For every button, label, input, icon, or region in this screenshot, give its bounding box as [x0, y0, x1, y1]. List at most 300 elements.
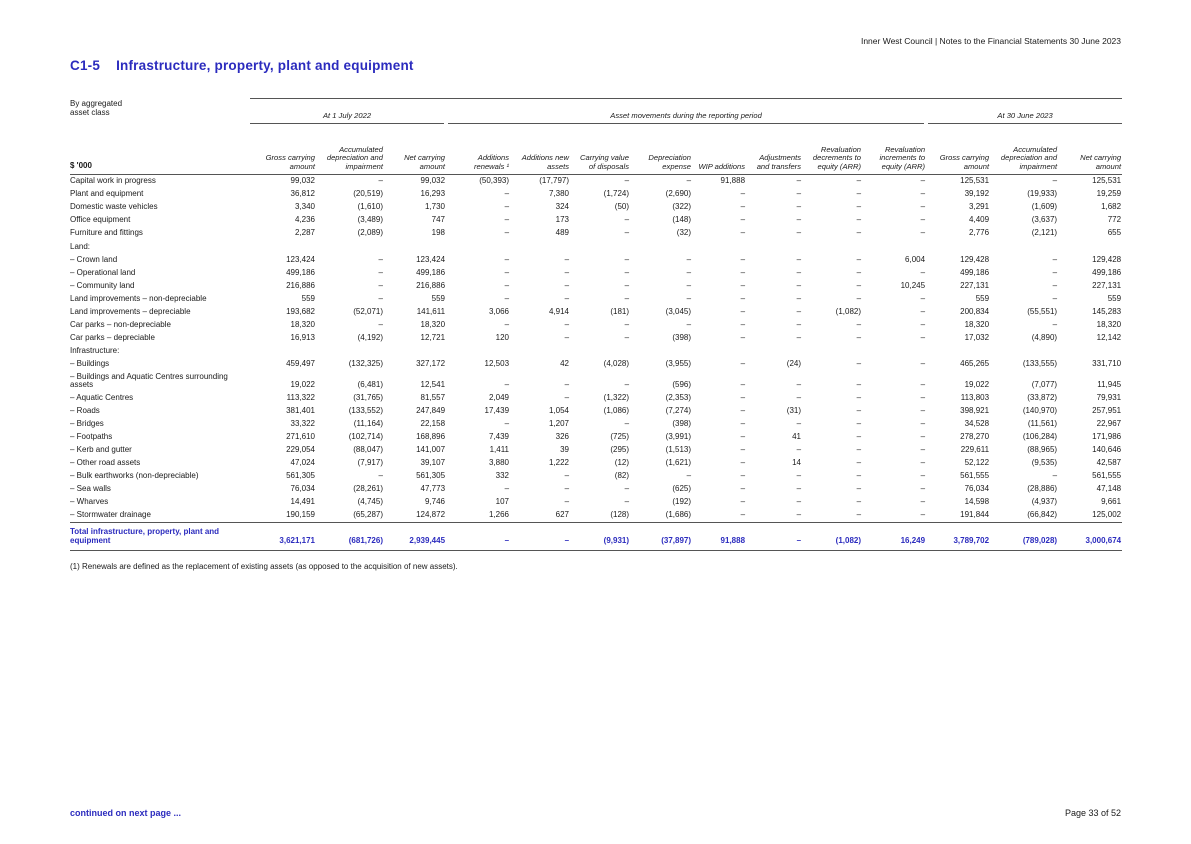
table-cell: (12) — [614, 458, 630, 468]
table-cell: – — [856, 406, 862, 416]
table-cell: – — [856, 510, 862, 520]
table-cell: (789,028) — [990, 523, 1058, 550]
table-cell: (681,726) — [316, 523, 384, 550]
table-cell: – — [796, 228, 802, 238]
table-cell: 190,159 — [286, 510, 315, 520]
table-row — [70, 444, 1122, 457]
ppe-table-container — [70, 98, 1122, 571]
table-cell: (50) — [614, 202, 630, 212]
table-cell: – — [796, 254, 802, 264]
table-cell: – — [796, 471, 802, 481]
column-header: Depreciation expense — [630, 123, 692, 174]
table-cell: 2,939,445 — [384, 523, 446, 550]
table-cell: (725) — [610, 432, 630, 442]
table-row — [70, 496, 1122, 509]
row-label: Furniture and fittings — [70, 228, 143, 238]
table-cell: 36,812 — [290, 189, 315, 199]
row-label: – Aquatic Centres — [70, 393, 134, 403]
table-cell: – — [1052, 293, 1058, 303]
table-cell: (52,071) — [353, 306, 383, 316]
table-cell: – — [624, 293, 630, 303]
table-cell: 18,320 — [1096, 319, 1122, 329]
table-cell: (2,121) — [1031, 228, 1058, 238]
table-cell — [630, 344, 692, 357]
table-cell: 34,528 — [964, 419, 990, 429]
table-cell: – — [378, 267, 383, 277]
table-cell: (65,287) — [353, 510, 383, 520]
table-cell: – — [564, 319, 570, 329]
row-label: – Sea walls — [70, 484, 111, 494]
table-cell: (1,621) — [665, 458, 692, 468]
table-cell: – — [796, 445, 802, 455]
table-cell: – — [920, 458, 926, 468]
table-cell: (398) — [672, 419, 692, 429]
table-cell: – — [740, 189, 746, 199]
row-label: – Wharves — [70, 497, 109, 507]
table-cell: 559 — [975, 293, 990, 303]
document-header: Inner West Council | Notes to the Financial Statements 30 June 2023 — [860, 36, 1121, 46]
table-cell: – — [796, 176, 802, 186]
table-cell: 1,222 — [548, 458, 570, 468]
table-cell: – — [856, 393, 862, 403]
table-cell: – — [856, 332, 862, 342]
table-cell: 113,803 — [960, 393, 990, 403]
table-cell: – — [504, 280, 510, 290]
table-cell: (106,284) — [1022, 432, 1058, 442]
table-cell: – — [856, 280, 862, 290]
table-cell: – — [740, 458, 746, 468]
table-cell: 198 — [431, 228, 446, 238]
table-cell — [446, 240, 510, 253]
table-cell: 1,207 — [548, 419, 570, 429]
table-cell: 627 — [555, 510, 570, 520]
table-cell: 3,066 — [488, 306, 510, 316]
table-cell — [250, 344, 316, 357]
row-label: – Crown land — [70, 254, 118, 264]
table-cell — [692, 344, 746, 357]
table-cell: (1,609) — [1031, 202, 1058, 212]
table-cell: – — [1052, 254, 1058, 264]
table-cell: (9,535) — [1031, 458, 1058, 468]
table-cell: 561,555 — [960, 471, 990, 481]
note-code: C1-5 — [70, 58, 101, 73]
table-cell: (1,724) — [603, 189, 630, 199]
table-cell: 216,886 — [416, 280, 446, 290]
table-cell: (7,274) — [665, 406, 692, 416]
table-cell: – — [796, 293, 802, 303]
table-cell — [316, 344, 384, 357]
table-cell: 489 — [555, 228, 570, 238]
table-cell: 191,844 — [960, 510, 990, 520]
table-cell: – — [564, 471, 570, 481]
table-cell: – — [378, 254, 383, 264]
table-cell: 559 — [301, 293, 315, 303]
table-cell: – — [740, 228, 746, 238]
table-cell: – — [856, 189, 862, 199]
table-cell: 33,322 — [290, 419, 315, 429]
table-cell: 499,186 — [960, 267, 990, 277]
table-top-rule — [250, 98, 1122, 99]
table-row — [70, 292, 1122, 305]
table-cell: – — [624, 254, 630, 264]
table-cell: – — [446, 523, 510, 550]
table-cell: – — [740, 267, 746, 277]
table-cell: 327,172 — [416, 358, 446, 368]
table-cell: 326 — [555, 432, 570, 442]
table-cell: 561,555 — [1092, 471, 1122, 481]
table-cell: (1,322) — [603, 393, 630, 403]
table-cell: 229,054 — [286, 445, 315, 455]
table-cell: (33,872) — [1027, 393, 1058, 403]
table-cell: – — [856, 358, 862, 368]
table-cell: – — [1052, 280, 1058, 290]
group-header-closing: At 30 June 2023 — [926, 99, 1122, 123]
table-cell: (2,690) — [665, 189, 692, 199]
table-row — [70, 188, 1122, 201]
table-cell — [384, 344, 446, 357]
table-cell: 1,411 — [489, 445, 510, 455]
column-header: Adjustments and transfers — [746, 123, 802, 174]
table-cell: – — [796, 202, 802, 212]
table-cell: – — [856, 254, 862, 264]
table-cell: (19,933) — [1027, 189, 1058, 199]
table-cell: (31,765) — [353, 393, 383, 403]
table-cell: – — [740, 319, 746, 329]
table-cell: – — [856, 458, 862, 468]
table-row — [70, 227, 1122, 240]
table-cell: (4,192) — [357, 332, 383, 342]
column-header: Accumulated depreciation and impairment — [990, 123, 1058, 174]
table-cell: (1,610) — [357, 202, 383, 212]
table-cell: 42 — [560, 358, 570, 368]
table-cell: – — [740, 393, 746, 403]
table-cell: – — [740, 358, 746, 368]
table-cell: – — [856, 432, 862, 442]
table-cell: – — [564, 497, 570, 507]
table-cell: – — [564, 380, 570, 390]
table-cell: 499,186 — [1092, 267, 1122, 277]
table-cell: – — [920, 293, 926, 303]
table-cell: – — [796, 393, 802, 403]
corner-header — [70, 99, 250, 175]
table-cell: (31) — [786, 406, 802, 416]
table-cell: (11,164) — [353, 419, 383, 429]
table-cell: 3,880 — [488, 458, 510, 468]
footnote: (1) Renewals are defined as the replacement of existing assets (as opposed to the acquisition of new assets). — [70, 561, 458, 571]
table-row — [70, 305, 1122, 318]
table-cell: 3,621,171 — [250, 523, 316, 550]
row-label: Car parks – depreciable — [70, 332, 155, 342]
table-cell: 9,746 — [424, 497, 446, 507]
table-cell: – — [796, 484, 802, 494]
table-cell: – — [624, 319, 630, 329]
table-row — [70, 470, 1122, 483]
table-cell: – — [920, 215, 926, 225]
table-cell: (24) — [786, 358, 802, 368]
table-cell: 398,921 — [960, 406, 990, 416]
table-row — [70, 240, 1122, 253]
table-cell: 12,541 — [420, 380, 446, 390]
table-cell: 18,320 — [420, 319, 446, 329]
table-cell: 14,491 — [290, 497, 315, 507]
table-cell: 2,776 — [969, 228, 990, 238]
table-cell: (2,353) — [665, 393, 692, 403]
table-cell: 171,986 — [1092, 432, 1122, 442]
table-cell: – — [920, 484, 926, 494]
table-cell: 2,287 — [294, 228, 315, 238]
table-cell: 331,710 — [1092, 358, 1122, 368]
table-cell: 193,682 — [286, 306, 315, 316]
table-cell: – — [740, 215, 746, 225]
table-cell: 271,610 — [286, 432, 315, 442]
table-cell — [1058, 344, 1122, 357]
table-cell: 9,661 — [1101, 497, 1122, 507]
table-cell: (4,937) — [1031, 497, 1058, 507]
table-cell: – — [856, 419, 862, 429]
table-cell: – — [564, 393, 570, 403]
table-cell: 47,773 — [420, 484, 446, 494]
table-cell: – — [378, 471, 383, 481]
table-cell: – — [624, 380, 630, 390]
table-cell: – — [504, 267, 510, 277]
table-row — [70, 201, 1122, 214]
table-cell: – — [624, 215, 630, 225]
table-cell: – — [856, 293, 862, 303]
table-cell: 499,186 — [286, 267, 315, 277]
table-cell: 47,148 — [1096, 484, 1122, 494]
table-cell: – — [740, 293, 746, 303]
table-cell: 39,192 — [964, 189, 990, 199]
table-row — [70, 405, 1122, 418]
table-cell: 42,587 — [1096, 458, 1122, 468]
table-cell: (88,965) — [1027, 445, 1058, 455]
table-cell: 17,032 — [964, 332, 990, 342]
table-cell: (1,082) — [835, 306, 862, 316]
table-cell: (32) — [676, 228, 692, 238]
table-cell: 107 — [495, 497, 510, 507]
table-cell: 247,849 — [416, 406, 446, 416]
table-row — [70, 457, 1122, 470]
table-cell: 76,034 — [964, 484, 990, 494]
column-header: WIP additions — [692, 123, 746, 174]
table-cell: (295) — [610, 445, 630, 455]
table-cell: – — [920, 358, 926, 368]
table-cell: (4,745) — [357, 497, 383, 507]
table-row — [70, 509, 1122, 523]
table-row — [70, 431, 1122, 444]
table-cell: (148) — [672, 215, 692, 225]
table-cell: – — [920, 189, 926, 199]
table-cell: – — [564, 254, 570, 264]
table-cell: – — [796, 267, 802, 277]
table-cell: – — [1052, 471, 1058, 481]
table-cell: – — [510, 523, 570, 550]
table-cell: – — [796, 280, 802, 290]
table-cell: 227,131 — [1092, 280, 1122, 290]
table-cell: 125,002 — [1092, 510, 1122, 520]
column-header: Gross carrying amount — [250, 123, 316, 174]
table-cell: – — [564, 332, 570, 342]
table-cell: 200,834 — [960, 306, 990, 316]
row-label: – Community land — [70, 280, 135, 290]
table-cell — [630, 240, 692, 253]
table-cell: 747 — [431, 215, 446, 225]
table-cell: 129,428 — [960, 254, 990, 264]
table-cell: 125,531 — [960, 176, 990, 186]
table-cell: – — [796, 215, 802, 225]
table-cell: 4,409 — [969, 215, 990, 225]
table-cell: (82) — [614, 471, 630, 481]
table-cell: 332 — [495, 471, 510, 481]
total-row — [70, 523, 1122, 550]
row-label: – Operational land — [70, 267, 136, 277]
table-cell: (625) — [672, 484, 692, 494]
row-label: Infrastructure: — [70, 345, 120, 355]
table-cell: 125,531 — [1092, 176, 1122, 186]
table-cell: – — [796, 510, 802, 520]
table-cell: – — [564, 280, 570, 290]
row-label: – Bridges — [70, 419, 104, 429]
table-cell: – — [856, 497, 862, 507]
table-cell — [862, 240, 926, 253]
column-header: Gross carrying amount — [926, 123, 990, 174]
table-cell — [746, 240, 802, 253]
table-cell: 123,424 — [416, 254, 446, 264]
table-cell: 145,283 — [1092, 306, 1122, 316]
table-cell: (3,955) — [665, 358, 692, 368]
table-row — [70, 483, 1122, 496]
table-cell: – — [796, 319, 802, 329]
table-cell: 140,646 — [1092, 445, 1122, 455]
table-cell: (17,797) — [539, 176, 570, 186]
group-header-movements: Asset movements during the reporting period — [446, 99, 926, 123]
table-cell: 18,320 — [290, 319, 315, 329]
table-cell: 257,951 — [1092, 406, 1122, 416]
table-cell: 324 — [555, 202, 570, 212]
table-cell: 120 — [495, 332, 510, 342]
table-row — [70, 214, 1122, 227]
table-cell: 216,886 — [286, 280, 315, 290]
row-label: Land improvements – non-depreciable — [70, 293, 207, 303]
row-label: – Other road assets — [70, 458, 141, 468]
table-cell: – — [564, 293, 570, 303]
table-cell: 12,503 — [484, 358, 510, 368]
page-number: Page 33 of 52 — [1064, 808, 1121, 818]
table-cell: – — [796, 332, 802, 342]
table-cell: – — [740, 406, 746, 416]
table-cell: (7,077) — [1031, 380, 1058, 390]
table-cell: (133,552) — [348, 406, 383, 416]
table-cell: – — [856, 445, 862, 455]
group-header-row — [70, 99, 1122, 123]
table-cell: – — [796, 306, 802, 316]
table-cell: (6,481) — [357, 380, 383, 390]
table-cell: (20,519) — [353, 189, 383, 199]
table-cell: – — [686, 254, 692, 264]
table-cell: – — [856, 267, 862, 277]
table-cell: – — [740, 432, 746, 442]
table-cell: – — [796, 380, 802, 390]
table-cell: 76,034 — [290, 484, 315, 494]
table-cell: 4,914 — [548, 306, 570, 316]
table-cell: – — [856, 228, 862, 238]
table-cell: – — [740, 484, 746, 494]
table-cell — [570, 240, 630, 253]
table-cell: (192) — [672, 497, 692, 507]
table-cell: (11,561) — [1027, 419, 1058, 429]
table-cell: (140,970) — [1022, 406, 1058, 416]
group-header-opening: At 1 July 2022 — [250, 99, 446, 123]
continued-note: continued on next page ... — [70, 808, 182, 818]
column-header: Net carrying amount — [1058, 123, 1122, 174]
table-cell: – — [504, 254, 510, 264]
table-cell: – — [740, 445, 746, 455]
table-cell: 2,049 — [488, 393, 510, 403]
table-cell: – — [378, 176, 383, 186]
table-cell: 14,598 — [964, 497, 990, 507]
table-cell: – — [624, 280, 630, 290]
table-cell: – — [856, 471, 862, 481]
table-cell: 559 — [431, 293, 446, 303]
table-cell: 123,424 — [286, 254, 315, 264]
table-cell: – — [504, 293, 510, 303]
table-cell: – — [504, 202, 510, 212]
table-cell: – — [624, 484, 630, 494]
table-cell: – — [686, 267, 692, 277]
table-cell: – — [378, 319, 383, 329]
table-cell: 381,401 — [286, 406, 315, 416]
table-cell: – — [920, 306, 926, 316]
table-cell: 47,024 — [290, 458, 315, 468]
column-header: Accumulated depreciation and impairment — [316, 123, 384, 174]
table-cell: – — [856, 215, 862, 225]
table-cell: 91,888 — [692, 523, 746, 550]
table-row — [70, 331, 1122, 344]
table-cell: – — [686, 293, 692, 303]
table-cell: – — [740, 510, 746, 520]
by-aggregated-label: By aggregated asset class — [70, 99, 123, 118]
table-cell: 141,007 — [416, 445, 446, 455]
table-cell: 561,305 — [416, 471, 446, 481]
row-label: – Buildings — [70, 358, 110, 368]
table-cell: – — [740, 202, 746, 212]
table-cell: 113,322 — [286, 393, 315, 403]
table-cell: (1,086) — [603, 406, 630, 416]
row-label: Land improvements – depreciable — [70, 306, 191, 316]
table-cell: (133,555) — [1022, 358, 1058, 368]
row-label: Plant and equipment — [70, 189, 144, 199]
table-cell: 11,945 — [1097, 380, 1122, 390]
table-cell: – — [624, 497, 630, 507]
table-cell: (28,261) — [353, 484, 383, 494]
table-cell: 22,967 — [1096, 419, 1122, 429]
table-cell: – — [624, 419, 630, 429]
table-row — [70, 318, 1122, 331]
table-cell: – — [920, 176, 926, 186]
table-cell: (3,489) — [357, 215, 383, 225]
table-cell: (88,047) — [353, 445, 383, 455]
table-row — [70, 358, 1122, 371]
table-cell: – — [686, 176, 692, 186]
table-cell: – — [920, 445, 926, 455]
table-cell: – — [796, 497, 802, 507]
table-cell: – — [796, 189, 802, 199]
table-cell: – — [504, 319, 510, 329]
table-cell: 99,032 — [420, 176, 446, 186]
table-cell: (3,991) — [665, 432, 692, 442]
table-cell: – — [920, 393, 926, 403]
table-cell: 1,730 — [424, 202, 446, 212]
